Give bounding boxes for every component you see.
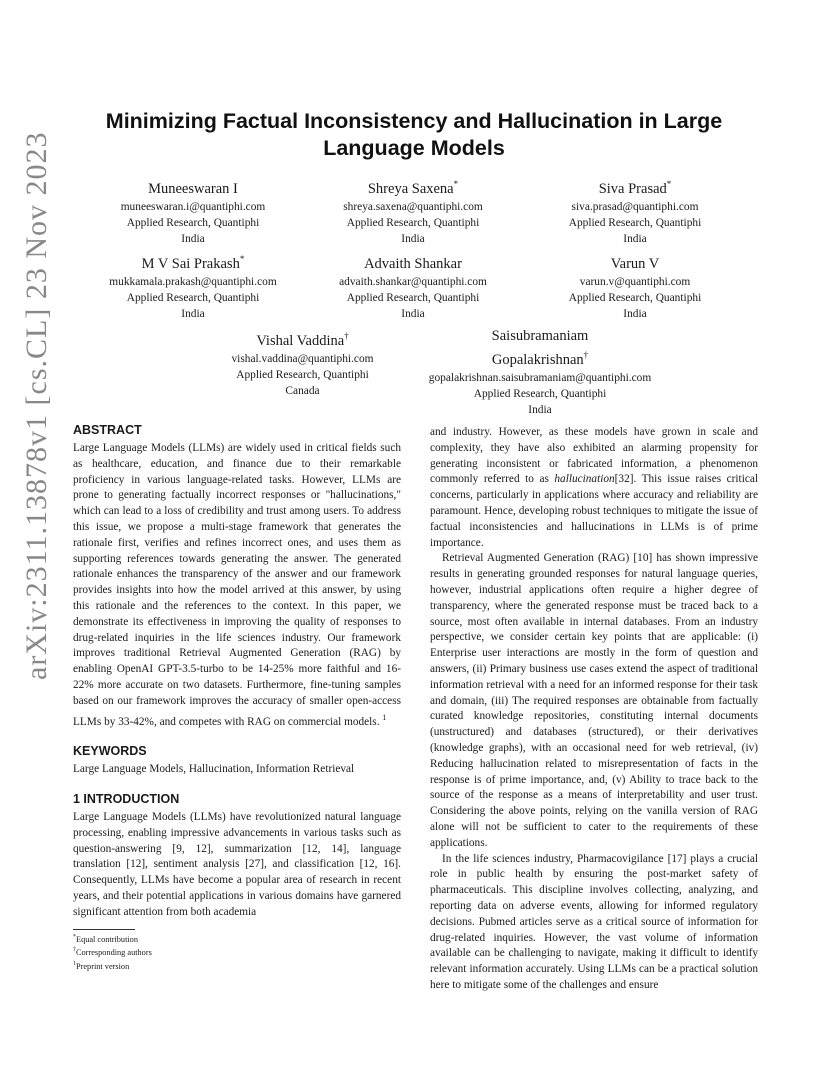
author-affiliation: Applied Research, Quantiphi [346,291,480,304]
author-country: India [623,232,647,245]
arxiv-stamp: arXiv:2311.13878v1 [cs.CL] 23 Nov 2023 [20,131,53,680]
author-country: India [401,232,425,245]
author-block [303,250,523,322]
right-column [430,425,758,994]
author-affiliation: Applied Research, Quantiphi [473,387,607,400]
footnote-item: †Corresponding authors [73,947,152,958]
author-name: Muneeswaran I [148,180,238,197]
footnote-item: $^1$Preprint version [73,960,130,971]
author-affiliation: Applied Research, Quantiphi [568,291,702,304]
author-affiliation: Applied Research, Quantiphi [346,216,480,229]
author-block [83,250,303,322]
author-name: Shreya Saxena [367,180,454,197]
author-affiliation: Applied Research, Quantiphi [568,216,702,229]
left-column [73,421,401,920]
author-block [303,175,523,247]
author-block [525,250,745,322]
author-country: India [623,307,647,320]
introduction-heading: 1 INTRODUCTION [73,791,180,806]
author-email: shreya.saxena@quantiphi.com [343,200,483,213]
abstract-footnote-mark: 1 [382,712,387,722]
author-email: muneeswaran.i@quantiphi.com [120,200,266,213]
author-name: Advaith Shankar [364,255,462,272]
intro-paragraph-1: Large Language Models (LLMs) have revolutionized natural language processing, enabling impressive advancements in various tasks such as question-answering [9, 12], summarization [12, 14], language translation [12], sentiment analysis [27], and classification [12, 16]. Consequently, LLMs have become a popular area of research in recent years, and their potential applications in various domains have garnered significant attention from both academia [73,810,401,918]
author-email: varun.v@quantiphi.com [579,275,691,288]
title-line-2: Language Models [323,136,505,160]
author-affiliation: Applied Research, Quantiphi [126,291,260,304]
author-block [415,327,665,418]
author-block [83,175,303,247]
author-mark: * [453,179,459,189]
author-country: India [401,307,425,320]
author-mark: * [666,179,672,189]
author-email: gopalakrishnan.saisubramaniam@quantiphi.com [428,371,652,384]
author-mark: * [239,254,245,264]
author-name: Vishal Vaddina [256,332,345,349]
author-country: Canada [285,384,320,397]
author-name: Siva Prasad [598,180,667,197]
author-mark: † [583,350,589,360]
author-country: India [181,232,205,245]
author-name: Varun V [610,255,660,272]
hallucination-term: hallucination [554,473,615,486]
abstract-heading: ABSTRACT [73,423,142,437]
author-block [190,327,415,399]
footnote-item: *Equal contribution [73,934,138,944]
title-line-1: Minimizing Factual Inconsistency and Hallucination in Large [105,109,723,133]
author-country: India [528,403,552,416]
author-email: vishal.vaddina@quantiphi.com [231,352,374,365]
author-email: siva.prasad@quantiphi.com [571,200,699,213]
author-email: advaith.shankar@quantiphi.com [339,275,487,288]
author-name: M V Sai Prakash [141,255,240,272]
keywords-heading: KEYWORDS [73,744,147,759]
footnote-rule [73,929,135,930]
abstract-text: Large Language Models (LLMs) are widely used in critical fields such as healthcare, education, and finance due to their remarkable proficiency in various language-related tasks. However, LLMs are prone to generating factually incorrect responses or "hallucinations," which can lead to a loss of credibility and trust among users. To address this issue, we propose a multi-stage framework that generates the rationale first, verifies and refines incorrect ones, and uses them as supporting references towards generating the answer. The generated rationale enhances the transparency of the answer and our framework provides insights into how the model arrived at this answer, by using this rationale and the references to the context. In this paper, we demonstrate its effectiveness in improving the quality of responses to drug-related inquiries in the life sciences industry. Our framework improves traditional Retrieval Augmented Generation (RAG) by enabling OpenAI GPT-3.5-turbo to be 14-25% more faithful and 16-22% more accurate on two datasets. Furthermore, fine-tuning samples based on our framework improves the accuracy of smaller open-access LLMs by 33-42%, and competes with RAG on commercial models. $^1$ [73,442,401,728]
right-paragraph-2: Retrieval Augmented Generation (RAG) [10] has shown impressive results in generating grounded responses for natural language queries, however, industrial applications often require a higher degree of transparency, where the generated response must be traced back to a source, most often available in internal databases. From an industry perspective, we consider certain key points that are applicable: (i) Enterprise user interactions are mostly in the form of question and answers, (ii) Primary business use cases extend the aspect of traditional information retrieval with a need for an informed response for their task and domain, (iii) The required responses are obtainable from factually curated knowledge repositories, constituting internal documents (unstructured) and databases (structured), or their derivatives (knowledge graphs), with an occasional need for web retrieval, (iv) Reducing hallucination related to misrepresentation of facts in the response is of prime importance, and, (v) Ability to trace back to the source of the response as a means of interpretability and user trust. Considering the above points, relying on the vanilla version of RAG alone will not be sufficient to cater to the requirements of these applications. [430,552,758,849]
right-paragraph-3: In the life sciences industry, Pharmacovigilance [17] plays a crucial role in public health by ensuring the post-market safety of pharmaceuticals. This discipline involves collecting, analyzing, and reporting data on adverse events, allowing for informed regulatory decisions. Pubmed articles serve as a critical source of information for drug-related inquiries. However, the vast volume of information available can be challenging to navigate, making it difficult to identify relevant information accurately. Using LLMs can be a practical solution here to mitigate some of the challenges and ensure [430,852,758,991]
keywords-text: Large Language Models, Hallucination, Information Retrieval [73,763,355,776]
author-mark: † [344,331,349,341]
author-block [525,175,745,247]
footnotes [73,932,152,972]
author-name-line-2: Gopalakrishnan [491,351,584,368]
right-paragraph-1: and industry. However, as these models have grown in scale and complexity, they have also exhibited an alarming propensity for generating inconsistent or fabricated information, a phenomenon commonly referred to as hallucination[32]. This issue raises critical concerns, particularly in applications where accuracy and reliability are paramount. Hence, developing robust techniques to mitigate the issue of factual inconsistencies and hallucinations in LLMs is of prime importance. [430,426,758,549]
paper-title [60,108,768,162]
author-email: mukkamala.prakash@quantiphi.com [109,275,277,288]
author-affiliation: Applied Research, Quantiphi [236,368,369,381]
author-country: India [181,307,205,320]
author-affiliation: Applied Research, Quantiphi [126,216,260,229]
author-name-line-1: Saisubramaniam [491,328,589,344]
